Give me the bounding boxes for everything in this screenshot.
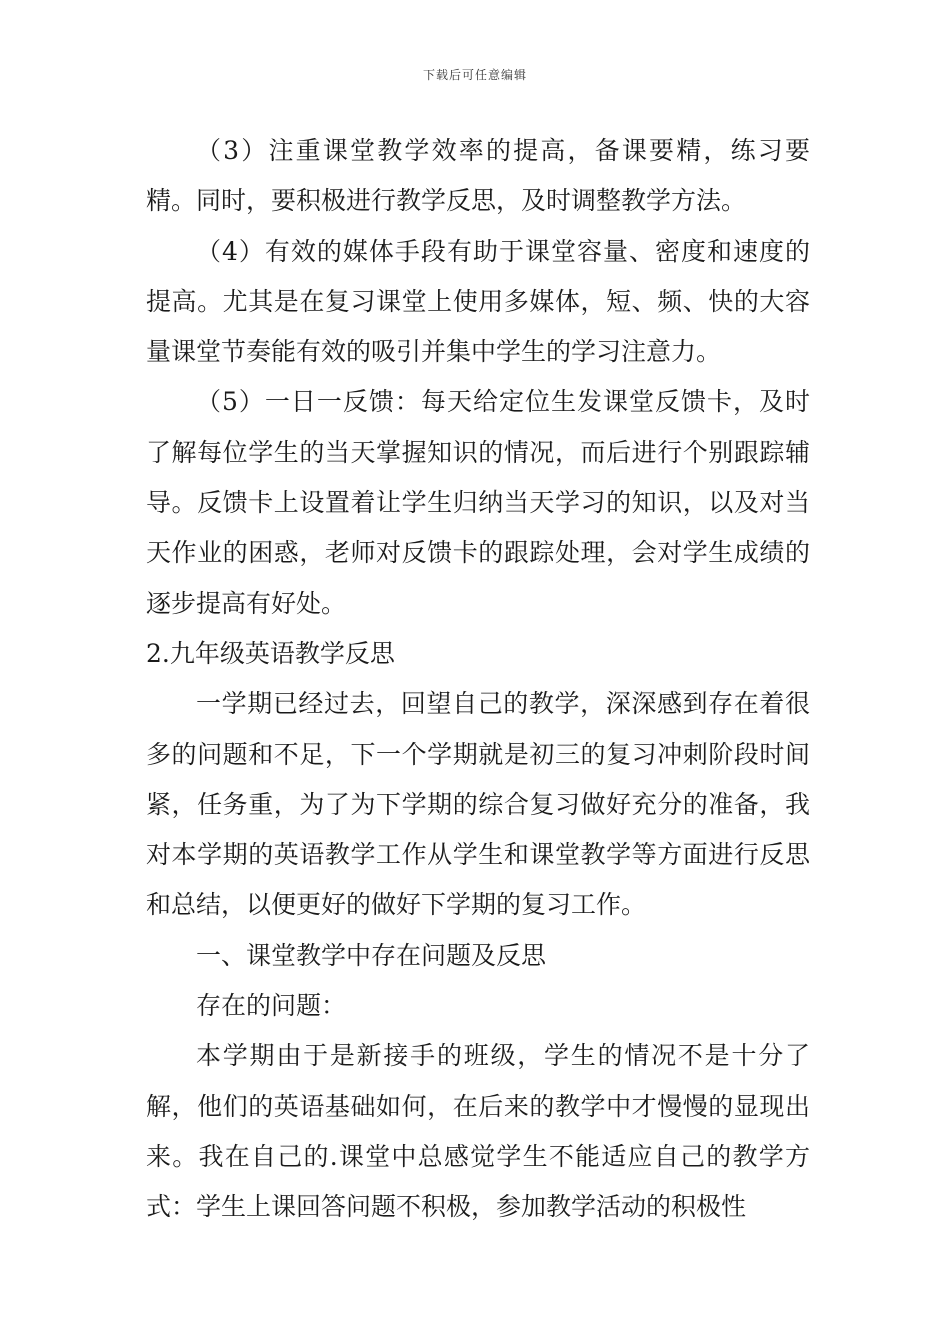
problems-label: 存在的问题： xyxy=(196,991,347,1021)
section-heading: 2.九年级英语教学反思 xyxy=(146,638,395,668)
paragraph-item-4: （4）有效的媒体手段有助于课堂容量、密度和速度的提高。尤其是在复习课堂上使用多媒体，短、频、快的大容量课堂节奏能有效的吸引并集中学生的学习注意力。 xyxy=(146,236,810,367)
paragraph-item-5: （5）一日一反馈：每天给定位生发课堂反馈卡，及时了解每位学生的当天掌握知识的情况，而后进行个别跟踪辅导。反馈卡上设置着让学生归纳当天学习的知识，以及对当天作业的困惑，老师对反馈卡的跟踪处理，会对学生成绩的逐步提高有好处。 xyxy=(146,387,810,618)
paragraph-intro: 一学期已经过去，回望自己的教学，深深感到存在着很多的问题和不足，下一个学期就是初三的复习冲刺阶段时间紧，任务重，为了为下学期的综合复习做好充分的准备，我对本学期的英语教学工作从学生和课堂教学等方面进行反思和总结，以便更好的做好下学期的复习工作。 xyxy=(146,689,810,920)
header-note: 下载后可任意编辑 xyxy=(422,68,527,82)
paragraph-problems: 本学期由于是新接手的班级，学生的情况不是十分了解，他们的英语基础如何，在后来的教学中才慢慢的显现出来。我在自己的.课堂中总感觉学生不能适应自己的教学方式：学生上课回答问题不积极，参加教学活动的积极性 xyxy=(146,1041,810,1222)
paragraph-item-3: （3）注重课堂教学效率的提高，备课要精，练习要精。同时，要积极进行教学反思，及时调整教学方法。 xyxy=(146,136,810,216)
document-body xyxy=(146,126,810,1233)
subsection-heading: 一、课堂教学中存在问题及反思 xyxy=(196,940,547,970)
